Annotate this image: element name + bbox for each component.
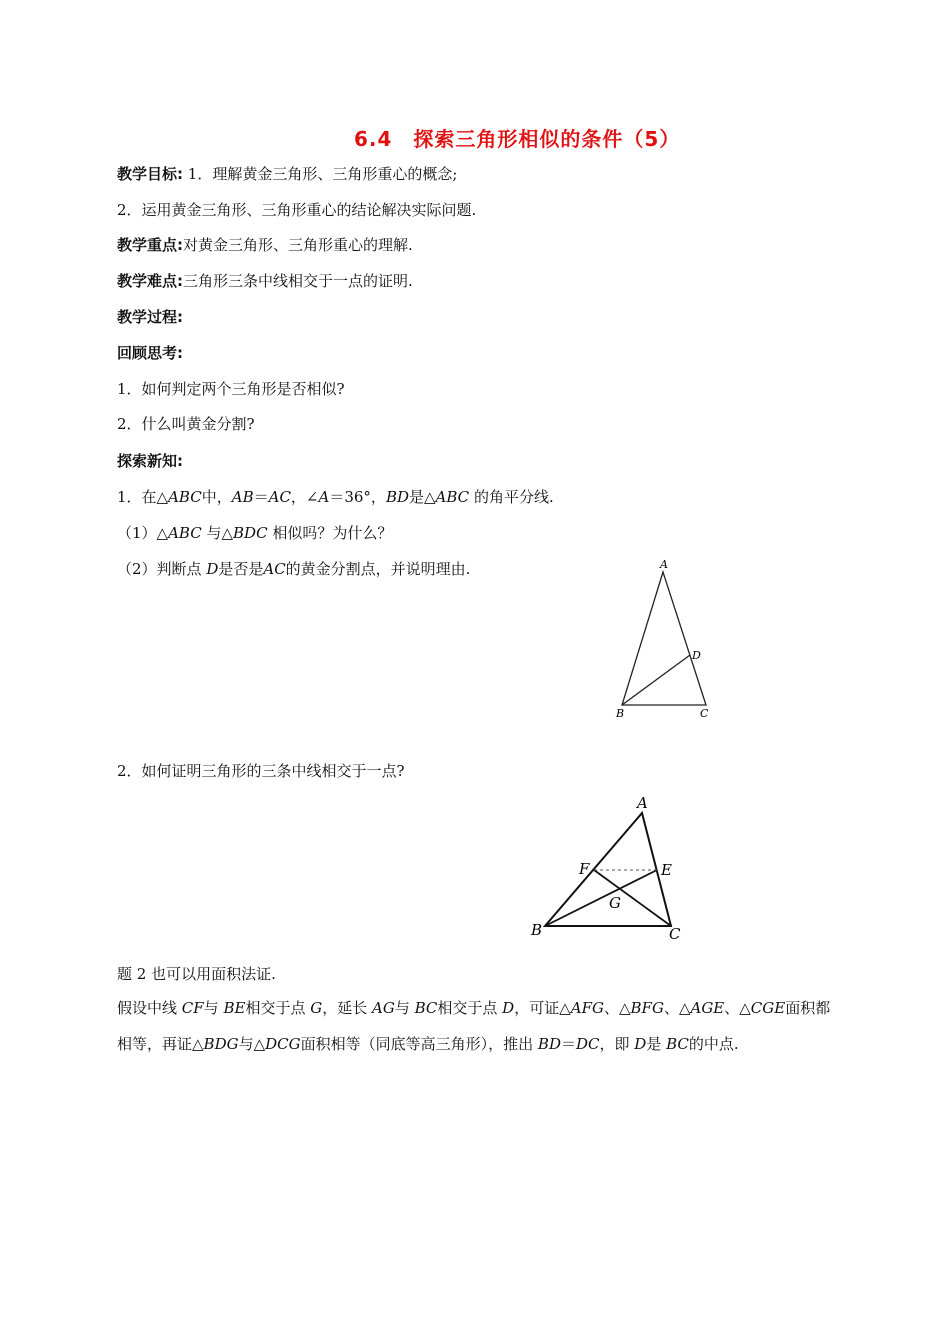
text-segment: （1）△ (117, 524, 169, 542)
math-var: D (206, 560, 219, 578)
text-segment: 1．在△ (117, 488, 169, 506)
review-question-2: 2．什么叫黄金分割? (117, 415, 255, 433)
bisector-bd (622, 655, 690, 705)
text-segment: ＝ (253, 488, 269, 506)
text-segment: ，即 (599, 1035, 635, 1053)
text-segment: 、△ (724, 999, 751, 1017)
text-segment: 是否是 (218, 560, 264, 578)
key-points-text: 对黄金三角形、三角形重心的理解. (183, 236, 413, 254)
label-a: A (637, 794, 648, 812)
label-e: E (661, 861, 672, 879)
text-segment: 与△ (201, 524, 234, 542)
text-segment: 相似吗？为什么？ (267, 524, 393, 542)
math-var: AC (263, 560, 286, 578)
objectives-line (117, 164, 457, 184)
math-var: D (502, 999, 515, 1017)
math-var: BD (385, 488, 409, 506)
math-var: CF (181, 999, 204, 1017)
math-var: BE (223, 999, 246, 1017)
objectives-label: 教学目标: (117, 165, 183, 183)
math-var: A (318, 488, 330, 506)
medians-figure (525, 790, 695, 945)
note-line-1: 题 2 也可以用面积法证. (117, 965, 276, 983)
text-segment: ，∠ (290, 488, 319, 506)
difficulties-label: 教学难点: (117, 272, 183, 290)
math-var: AG (371, 999, 395, 1017)
text-segment: 、△ (663, 999, 691, 1017)
median-be (545, 870, 657, 926)
text-segment: 是△ (409, 488, 436, 506)
math-var: ABC (435, 488, 470, 506)
key-points-line (117, 235, 413, 255)
label-c: C (669, 925, 681, 943)
explore-subquestion-1 (117, 523, 392, 543)
label-b: B (531, 921, 543, 939)
text-segment: 与 (203, 999, 224, 1017)
text-segment: 与△ (238, 1035, 266, 1053)
label-f: F (579, 860, 590, 878)
label-c: C (700, 707, 709, 720)
explore-label: 探索新知: (117, 452, 183, 470)
label-b: B (616, 707, 625, 720)
explore-problem-1 (117, 487, 554, 507)
math-var: BC (414, 999, 438, 1017)
golden-triangle-figure (600, 555, 730, 730)
math-var: AGE (690, 999, 725, 1017)
math-var: CGE (750, 999, 786, 1017)
review-label: 回顾思考: (117, 344, 183, 362)
difficulties-line (117, 271, 413, 291)
note-paragraph (117, 990, 845, 1062)
math-var: AB (231, 488, 254, 506)
text-segment: ，可证△ (514, 999, 571, 1017)
triangle-abc (622, 572, 706, 705)
math-var: BFG (630, 999, 664, 1017)
process-label: 教学过程: (117, 308, 183, 326)
objective-1: 1．理解黄金三角形、三角形重心的概念; (187, 165, 458, 183)
text-segment: 的中点. (688, 1035, 739, 1053)
label-g: G (609, 894, 621, 912)
text-segment: 中， (201, 488, 232, 506)
math-var: AC (268, 488, 291, 506)
label-d: D (692, 649, 701, 662)
text-segment: ＝ (560, 1035, 576, 1053)
objective-2: 2．运用黄金三角形、三角形重心的结论解决实际问题. (117, 201, 477, 219)
label-a: A (660, 558, 668, 571)
text-segment: 与 (394, 999, 415, 1017)
key-points-label: 教学重点: (117, 236, 183, 254)
math-var: ABC (168, 488, 202, 506)
text-segment: ＝36°， (329, 488, 386, 506)
text-segment: 相交于点 (437, 999, 503, 1017)
text-segment: 的黄金分割点，并说明理由. (285, 560, 471, 578)
difficulties-text: 三角形三条中线相交于一点的证明. (183, 272, 413, 290)
text-segment: ，延长 (322, 999, 372, 1017)
math-var: AFG (570, 999, 604, 1017)
math-var: D (634, 1035, 647, 1053)
math-var: BDG (203, 1035, 239, 1053)
math-var: DCG (265, 1035, 301, 1053)
math-var: G (310, 999, 323, 1017)
explore-problem-2: 2．如何证明三角形的三条中线相交于一点? (117, 762, 405, 780)
text-segment: 的角平分线. (469, 488, 554, 506)
text-segment: 面积都相等，再证△ (117, 999, 831, 1053)
text-segment: 假设中线 (117, 999, 182, 1017)
text-segment: 相交于点 (245, 999, 311, 1017)
text-segment: 是 (646, 1035, 667, 1053)
math-var: BC (666, 1035, 689, 1053)
text-segment: 面积相等（同底等高三角形），推出 (300, 1035, 538, 1053)
explore-subquestion-2 (117, 559, 470, 579)
math-var: DC (576, 1035, 600, 1053)
math-var: ABC (168, 524, 202, 542)
text-segment: （2）判断点 (117, 560, 207, 578)
page-title: 6.4 探索三角形相似的条件（5） (354, 127, 681, 151)
math-var: BDC (233, 524, 268, 542)
review-question-1: 1．如何判定两个三角形是否相似? (117, 380, 345, 398)
math-var: BD (537, 1035, 561, 1053)
text-segment: 、△ (603, 999, 631, 1017)
